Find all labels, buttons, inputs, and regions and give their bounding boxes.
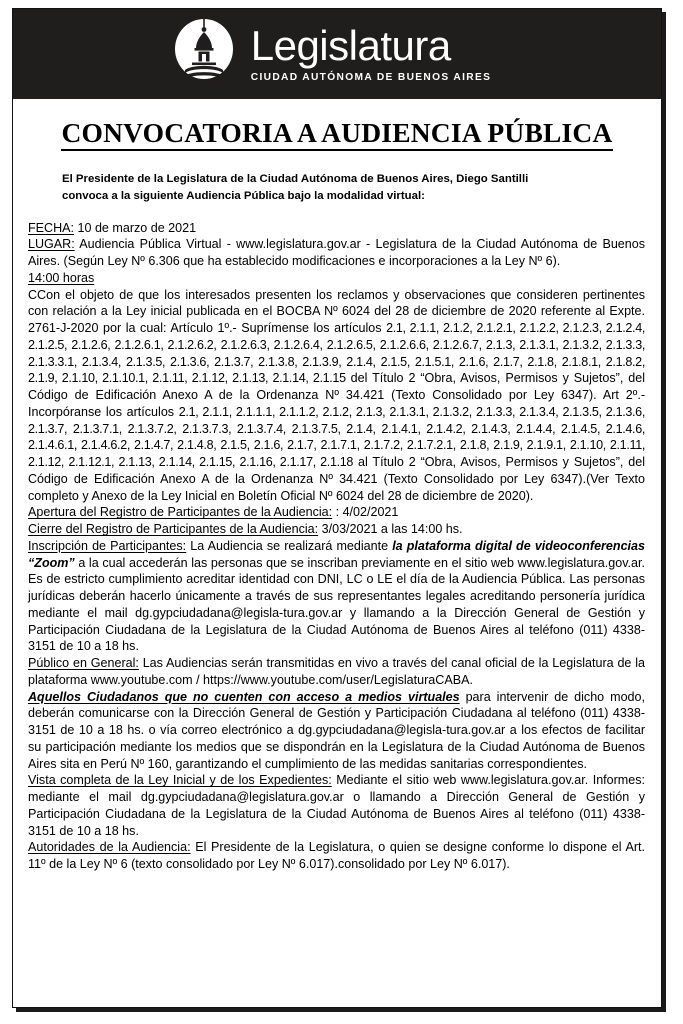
legislatura-logo-lockup: [171, 17, 492, 91]
wordmark-legislatura: Legislatura: [250, 21, 451, 69]
field-lugar-label: LUGAR:: [28, 237, 75, 252]
objeto-intro-text: CCon el objeto de que los interesados presenten los reclamos y observaciones que consideren pertinentes con relación a la Ley inicial publicada en el BOCBA Nº 6024 del 28 de diciembre de 2020 referente al Expte. 2761-J-2020 por la cual: Artículo 1º.- Suprímense los artículos: [28, 287, 645, 336]
field-cierre-value: 3/03/2021 a las 14:00 hs.: [318, 522, 463, 537]
articulo-1-closing-text: del Título 2 “Obra, Avisos, Permisos y Sujetos”, del Código de Edificación Anexo A de la Ordenanza Nº 34.421 (Texto Consolidado por Ley 6347). Art 2º.- Incorpóranse los artículos: [28, 371, 645, 419]
field-inscripcion-participantes: [28, 538, 645, 655]
legislatura-dome-logo-icon: [171, 17, 237, 91]
document-body: [13, 117, 661, 879]
articulo-2-incorporanse-list: 2.1, 2.1.1, 2.1.1.1, 2.1.1.2, 2.1.2, 2.1.3, 2.1.3.1, 2.1.3.2, 2.1.3.3, 2.1.3.4, 2.1.3.5, 2.1.3.6, 2.1.3.7, 2.1.3.7.1, 2.1.3.7.2, 2.1.3.7.3, 2.1.3.7.4, 2.1.3.7.5, 2.1.4, 2.1.4.1, 2.1.4.2, 2.1.4.3, 2.1.4.4, 2.1.4.5, 2.1.4.6, 2.1.4.6.1, 2.1.4.6.2, 2.1.4.7, 2.1.4.8, 2.1.5, 2.1.6, 2.1.7, 2.1.7.1, 2.1.7.2, 2.1.7.2.1, 2.1.8, 2.1.9, 2.1.9.1, 2.1.10, 2.1.11, 2.1.12, 2.1.12.1, 2.1.13, 2.1.14, 2.1.15, 2.1.16, 2.1.17, 2.1.18: [28, 404, 645, 470]
articulo-2-closing-text: al Título 2 “Obra, Avisos, Permisos y Sujetos”, del Código de Edificación Anexo A de la Ordenanza Nº 34.421 (Texto Consolidado por Ley 6347).(Ver Texto completo y Anexo de la Ley Inicial en Boletín Oficial Nº 6024 del 28 de diciembre de 2020).: [28, 455, 646, 503]
field-vista-label: Vista completa de la Ley Inicial y de los Expedientes:: [28, 773, 332, 788]
field-vista-value: Mediante el sitio web www.legislatura.gov.ar. Informes: mediante el mail dg.gypciudadana@legislatura.gov.ar o llamando a Dirección General de Gestión y Participación Ciudadana de la Legislatura de la Ciudad Autónoma de Buenos Aires al teléfono (011) 4338-3151 de 10 a 18 hs.: [28, 773, 645, 838]
field-lugar-value: Audiencia Pública Virtual - www.legislatura.gov.ar - Legislatura de la Ciudad Autónoma de Buenos Aires. (Según Ley Nº 6.306 que ha establecido modificaciones e incorporaciones a la Ley Nº 6).: [28, 237, 645, 269]
field-hora: [28, 270, 645, 287]
field-cierre-label: Cierre del Registro de Participantes de la Audiencia:: [28, 522, 319, 537]
field-autoridades-value: El Presidente de la Legislatura, o quien se designe conforme lo dispone el Art. 11º de la Ley Nº 6 (texto consolidado por Ley Nº 6.017).consolidado por Ley Nº 6.017).: [28, 840, 645, 872]
field-fecha-value: 10 de marzo de 2021: [74, 220, 197, 235]
field-apertura-value: : 4/02/2021: [332, 505, 399, 520]
masthead-banner: [13, 9, 661, 99]
field-objeto: [28, 287, 645, 505]
field-hora-value: 14:00 horas: [28, 270, 95, 285]
field-cierre-registro: [28, 521, 645, 538]
field-autoridades: [28, 839, 645, 873]
field-inscripcion-emphasis: la plataforma digital de videoconferencias “Zoom”: [28, 538, 645, 570]
field-ciudadanos-sin-acceso: [28, 689, 645, 773]
page-title: [26, 117, 648, 151]
field-vista-completa: [28, 772, 645, 839]
field-fecha: [28, 220, 645, 237]
logo-text-group: [250, 21, 492, 83]
document-frame: [12, 8, 662, 1008]
articulo-1-suprimense-list: 2.1, 2.1.1, 2.1.2, 2.1.2.1, 2.1.2.2, 2.1.2.3, 2.1.2.4, 2.1.2.5, 2.1.2.6, 2.1.2.6.1, 2.1.2.6.2, 2.1.2.6.3, 2.1.2.6.4, 2.1.2.6.5, 2.1.2.6.6, 2.1.2.6.7, 2.1.3, 2.1.3.1, 2.1.3.2, 2.1.3.3, 2.1.3.3.1, 2.1.3.4, 2.1.3.5, 2.1.3.6, 2.1.3.7, 2.1.3.8, 2.1.3.9, 2.1.4, 2.1.5, 2.1.5.1, 2.1.6, 2.1.7, 2.1.8, 2.1.8.1, 2.1.8.2, 2.1.9, 2.1.10, 2.1.10.1, 2.1.11, 2.1.12, 2.1.13, 2.1.14, 2.1.15: [28, 321, 646, 386]
field-publico-label: Público en General:: [28, 656, 139, 671]
field-apertura-registro: [28, 504, 645, 521]
field-autoridades-label: Autoridades de la Audiencia:: [28, 840, 191, 855]
wordmark-subtitle: CIUDAD AUTÓNOMA DE BUENOS AIRES: [250, 71, 492, 83]
field-lugar: [28, 236, 645, 270]
field-publico-general: [28, 655, 645, 689]
field-apertura-label: Apertura del Registro de Participantes de la Audiencia:: [28, 505, 333, 520]
field-inscripcion-text-1: La Audiencia se realizará mediante: [186, 538, 393, 553]
content-block: [26, 220, 648, 873]
page-title-text: CONVOCATORIA A AUDIENCIA PÚBLICA: [61, 117, 612, 151]
intro-line-2: convoca a la siguiente Audiencia Pública bajo la modalidad virtual:: [62, 190, 425, 203]
intro-line-1: El Presidente de la Legislatura de la Ciudad Autónoma de Buenos Aires, Diego Santilli: [62, 173, 529, 185]
field-publico-value: Las Audiencias serán transmitidas en vivo a través del canal oficial de la Legislatura de la plataforma www.youtube.com / https://www.youtube.com/user/LegislaturaCABA.: [28, 656, 645, 687]
field-inscripcion-label: Inscripción de Participantes:: [28, 538, 187, 553]
intro-paragraph: [26, 171, 648, 206]
field-ciudadanos-emphasis: Aquellos Ciudadanos que no cuenten con acceso a medios virtuales: [28, 689, 460, 704]
field-fecha-label: FECHA:: [28, 220, 75, 235]
field-ciudadanos-text: para intervenir de dicho modo, deberán comunicarse con la Dirección General de Gestión y Participación Ciudadana al teléfono (011) 4338-3151 de 10 a 18 hs. o vía correo electrónico a dg.gypciudadana@legisla-tura.gov.ar a los efectos de facilitar su participación mediante los medios que se dispondrán en la Legislatura de la Ciudad Autónoma de Buenos Aires sita en Perú Nº 160, garantizando el cumplimiento de las medidas sanitarias correspondientes.: [28, 689, 645, 771]
field-inscripcion-text-2: a la cual accederán las personas que se inscriban previamente en el sitio web www.legislatura.gov.ar. Es de estricto cumplimiento acreditar identidad con DNI, LC o LE el día de la Audiencia Pública. Las personas jurídicas deberán hacerlo únicamente a través de sus representantes legales acreditando personería jurídica mediante el mail dg.gypciudadana@legisla-tura.gov.ar y llamando a la Dirección General de Gestión y Participación Ciudadana de la Legislatura de la Ciudad Autónoma de Buenos Aires al teléfono (011) 4338-3151 de 10 a 18 hs.: [28, 555, 645, 654]
